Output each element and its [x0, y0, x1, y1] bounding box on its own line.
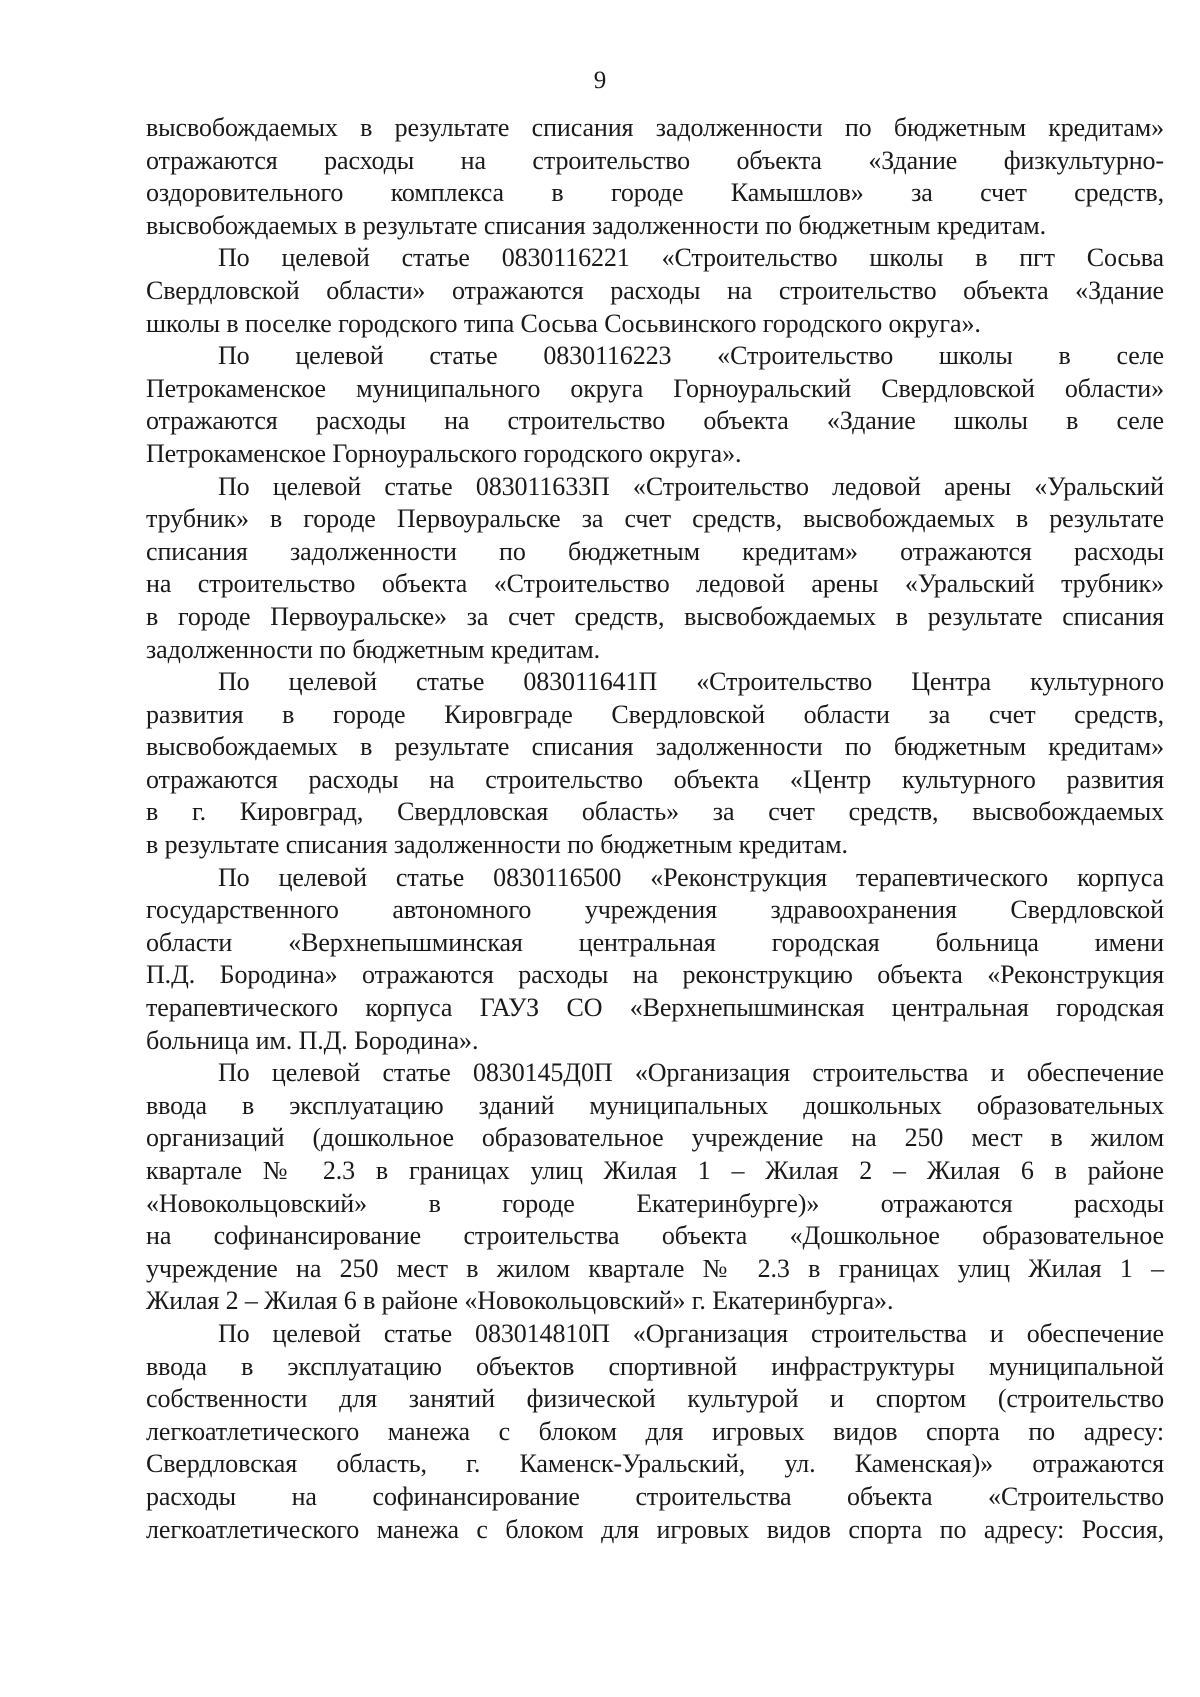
document-body [146, 112, 1164, 1546]
text-line: Свердловской области» отражаются расходы на строительство объекта «Здание [146, 275, 1164, 305]
text-line: больница им. П.Д. Бородина». [146, 1025, 479, 1055]
paragraph [146, 112, 1164, 242]
text-line: оздоровительного комплекса в городе Камышлов» за счет средств, [146, 178, 1164, 208]
text-line: По целевой статье 083014810П «Организация строительства и обеспечение [218, 1318, 1164, 1348]
text-line: Свердловская область, г. Каменск-Уральский, ул. Каменская)» отражаются [146, 1449, 1164, 1479]
paragraph [146, 340, 1164, 470]
text-line: в г. Кировград, Свердловская область» за счет средств, высвобождаемых [146, 797, 1164, 827]
text-line: списания задолженности по бюджетным кредитам» отражаются расходы [146, 536, 1164, 566]
text-line: По целевой статье 083011641П «Строительство Центра культурного [218, 667, 1164, 697]
text-line: области «Верхнепышминская центральная городская больница имени [146, 927, 1164, 957]
text-line: «Новокольцовский» в городе Екатеринбурге)» отражаются расходы [146, 1188, 1164, 1218]
text-line: легкоатлетического манежа с блоком для игровых видов спорта по адресу: [146, 1416, 1164, 1446]
paragraph [146, 862, 1164, 1058]
text-line: учреждение на 250 мест в жилом квартале № 2.3 в границах улиц Жилая 1 – [146, 1253, 1164, 1283]
text-line: организаций (дошкольное образовательное учреждение на 250 мест в жилом [146, 1123, 1164, 1153]
text-line: отражаются расходы на строительство объекта «Здание школы в селе [146, 406, 1164, 436]
text-line: ввода в эксплуатацию объектов спортивной инфраструктуры муниципальной [146, 1351, 1164, 1381]
text-line: Петрокаменское Горноуральского городского округа». [146, 438, 742, 468]
paragraph [146, 666, 1164, 862]
text-line: задолженности по бюджетным кредитам. [146, 634, 601, 664]
text-line: расходы на софинансирование строительства объекта «Строительство [146, 1481, 1164, 1511]
text-line: отражаются расходы на строительство объекта «Здание физкультурно- [146, 145, 1164, 175]
text-line: на строительство объекта «Строительство ледовой арены «Уральский трубник» [146, 569, 1164, 599]
text-line: Петрокаменское муниципального округа Горноуральский Свердловской области» [146, 373, 1164, 403]
text-line: По целевой статье 0830116500 «Реконструкция терапевтического корпуса [218, 862, 1164, 892]
text-line: высвобождаемых в результате списания задолженности по бюджетным кредитам» [146, 732, 1164, 762]
page-number: 9 [593, 67, 607, 94]
text-line: в результате списания задолженности по бюджетным кредитам. [146, 830, 848, 860]
text-line: ввода в эксплуатацию зданий муниципальных дошкольных образовательных [146, 1090, 1164, 1120]
text-line: на софинансирование строительства объекта «Дошкольное образовательное [146, 1221, 1164, 1251]
text-line: По целевой статье 083011633П «Строительство ледовой арены «Уральский [218, 471, 1164, 501]
paragraph [146, 471, 1164, 667]
text-line: высвобождаемых в результате списания задолженности по бюджетным кредитам. [146, 210, 1047, 240]
text-line: По целевой статье 0830116223 «Строительство школы в селе [218, 341, 1164, 371]
text-line: По целевой статье 0830145Д0П «Организация строительства и обеспечение [218, 1058, 1164, 1088]
paragraph [146, 1057, 1164, 1318]
text-line: легкоатлетического манежа с блоком для игровых видов спорта по адресу: Россия, [146, 1514, 1164, 1544]
text-line: школы в поселке городского типа Сосьва Сосьвинского городского округа». [146, 308, 981, 338]
text-line: высвобождаемых в результате списания задолженности по бюджетным кредитам» [146, 113, 1164, 142]
paragraph [146, 242, 1164, 340]
text-line: По целевой статье 0830116221 «Строительство школы в пгт Сосьва [218, 243, 1164, 273]
text-line: собственности для занятий физической культурой и спортом (строительство [146, 1384, 1164, 1414]
text-line: отражаются расходы на строительство объекта «Центр культурного развития [146, 764, 1164, 794]
paragraph [146, 1318, 1164, 1546]
text-line: государственного автономного учреждения здравоохранения Свердловской [146, 895, 1164, 925]
text-line: квартале № 2.3 в границах улиц Жилая 1 – Жилая 2 – Жилая 6 в районе [146, 1156, 1164, 1185]
text-line: П.Д. Бородина» отражаются расходы на реконструкцию объекта «Реконструкция [146, 960, 1164, 990]
text-line: терапевтического корпуса ГАУЗ СО «Верхнепышминская центральная городская [146, 993, 1164, 1023]
text-line: в городе Первоуральске» за счет средств, высвобождаемых в результате списания [146, 601, 1164, 631]
text-line: трубник» в городе Первоуральске за счет средств, высвобождаемых в результате [146, 504, 1164, 534]
text-line: Жилая 2 – Жилая 6 в районе «Новокольцовский» г. Екатеринбурга». [146, 1286, 894, 1316]
text-line: развития в городе Кировграде Свердловской области за счет средств, [146, 699, 1164, 729]
